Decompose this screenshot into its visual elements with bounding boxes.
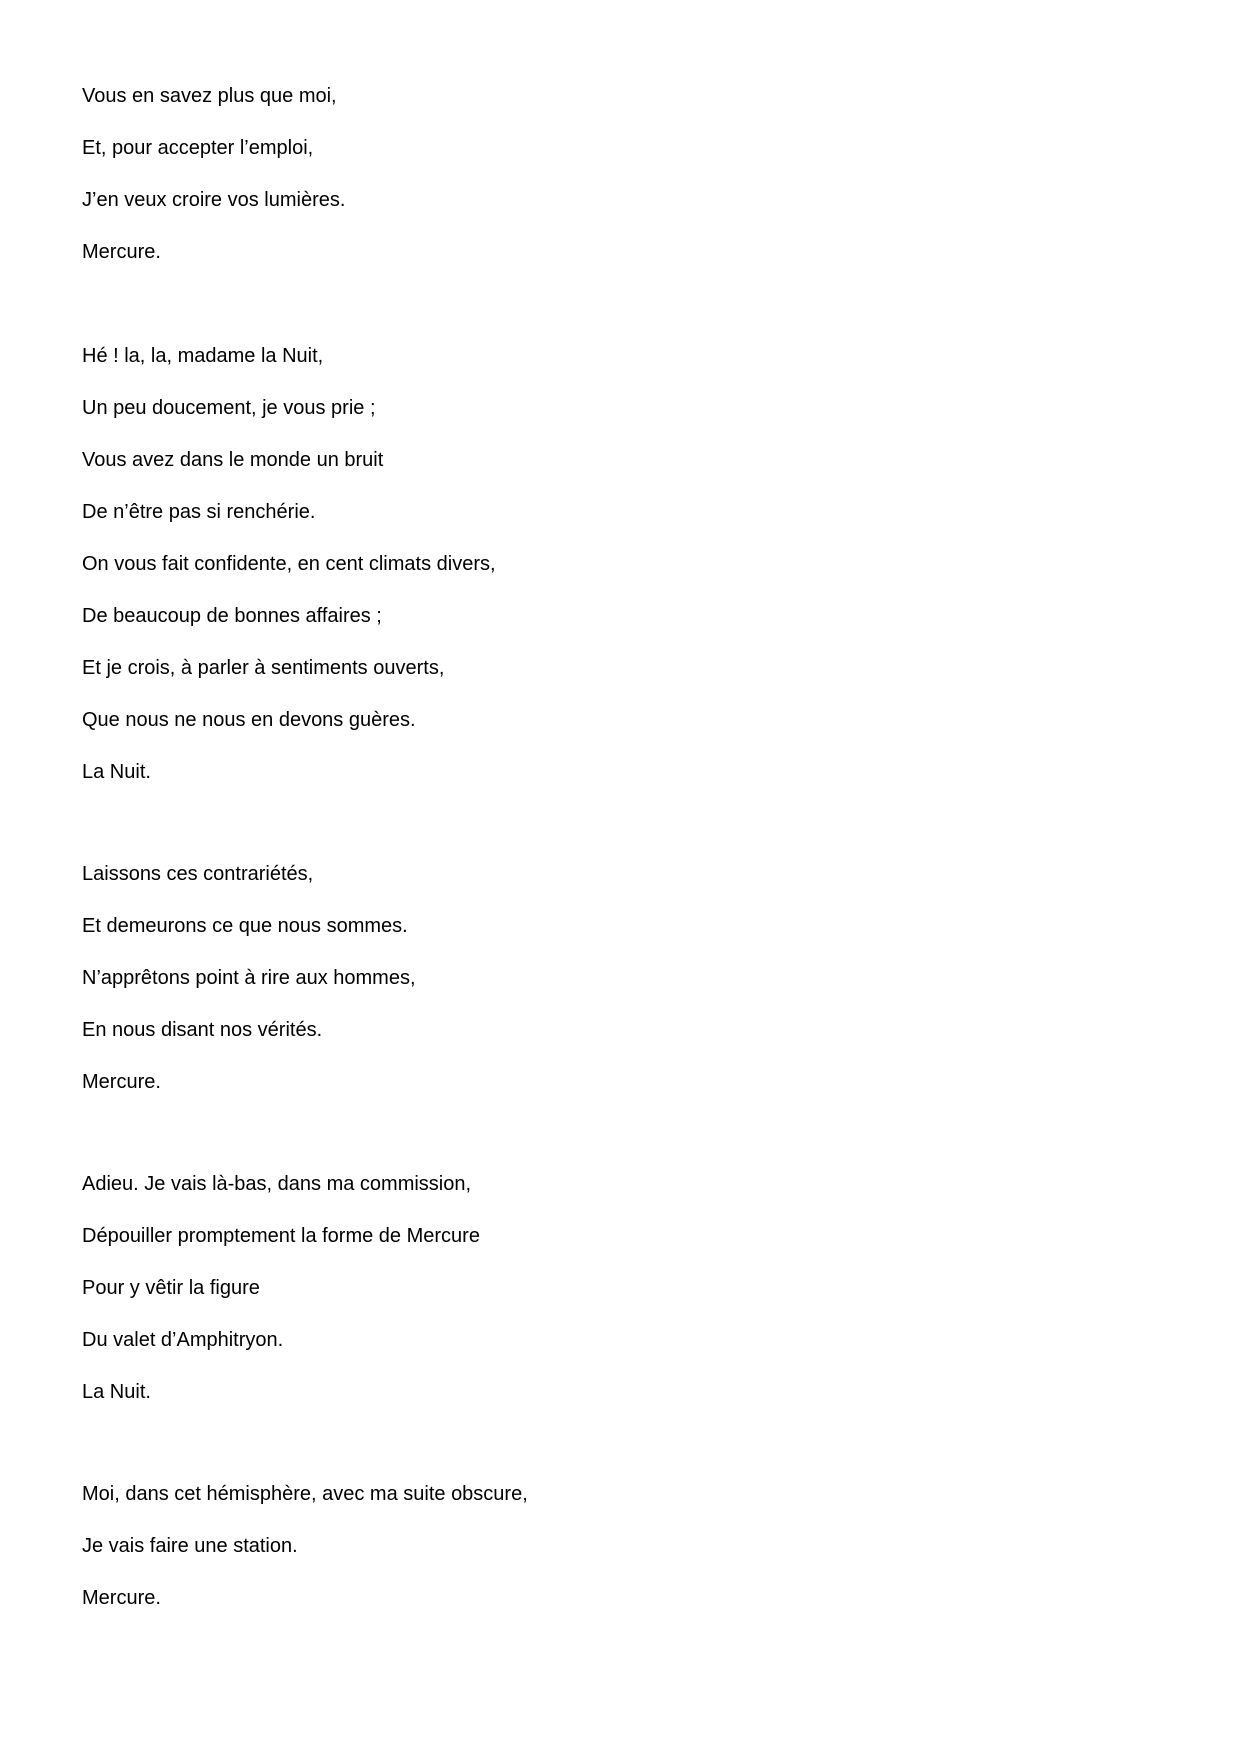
verse-line: Hé ! la, la, madame la Nuit, [82, 345, 324, 367]
verse-line: Adieu. Je vais là-bas, dans ma commission, [82, 1173, 472, 1195]
verse-line: Pour y vêtir la figure [82, 1277, 260, 1299]
speaker-name: La Nuit. [82, 1381, 151, 1403]
verse-line: Et, pour accepter l’emploi, [82, 137, 314, 159]
verse-line: Vous en savez plus que moi, [82, 85, 337, 107]
speaker-name: Mercure. [82, 1071, 161, 1093]
verse-line: N’apprêtons point à rire aux hommes, [82, 967, 416, 989]
speaker-name: Mercure. [82, 1587, 161, 1609]
verse-line: De n’être pas si renchérie. [82, 501, 316, 523]
verse-line: Dépouiller promptement la forme de Mercure [82, 1225, 480, 1247]
verse-line: Du valet d’Amphitryon. [82, 1329, 284, 1351]
verse-line: Moi, dans cet hémisphère, avec ma suite obscure, [82, 1483, 528, 1505]
verse-line: En nous disant nos vérités. [82, 1019, 323, 1041]
verse-line: Vous avez dans le monde un bruit [82, 449, 384, 471]
speaker-name: La Nuit. [82, 761, 151, 783]
verse-line: Je vais faire une station. [82, 1535, 298, 1557]
verse-line: On vous fait confidente, en cent climats divers, [82, 553, 496, 575]
verse-line: Et demeurons ce que nous sommes. [82, 915, 408, 937]
verse-line: Et je crois, à parler à sentiments ouverts, [82, 657, 445, 679]
speaker-name: Mercure. [82, 241, 161, 263]
verse-line: Un peu doucement, je vous prie ; [82, 397, 376, 419]
verse-line: De beaucoup de bonnes affaires ; [82, 605, 382, 627]
verse-line: J’en veux croire vos lumières. [82, 189, 346, 211]
verse-line: Laissons ces contrariétés, [82, 863, 314, 885]
verse-line: Que nous ne nous en devons guères. [82, 709, 416, 731]
